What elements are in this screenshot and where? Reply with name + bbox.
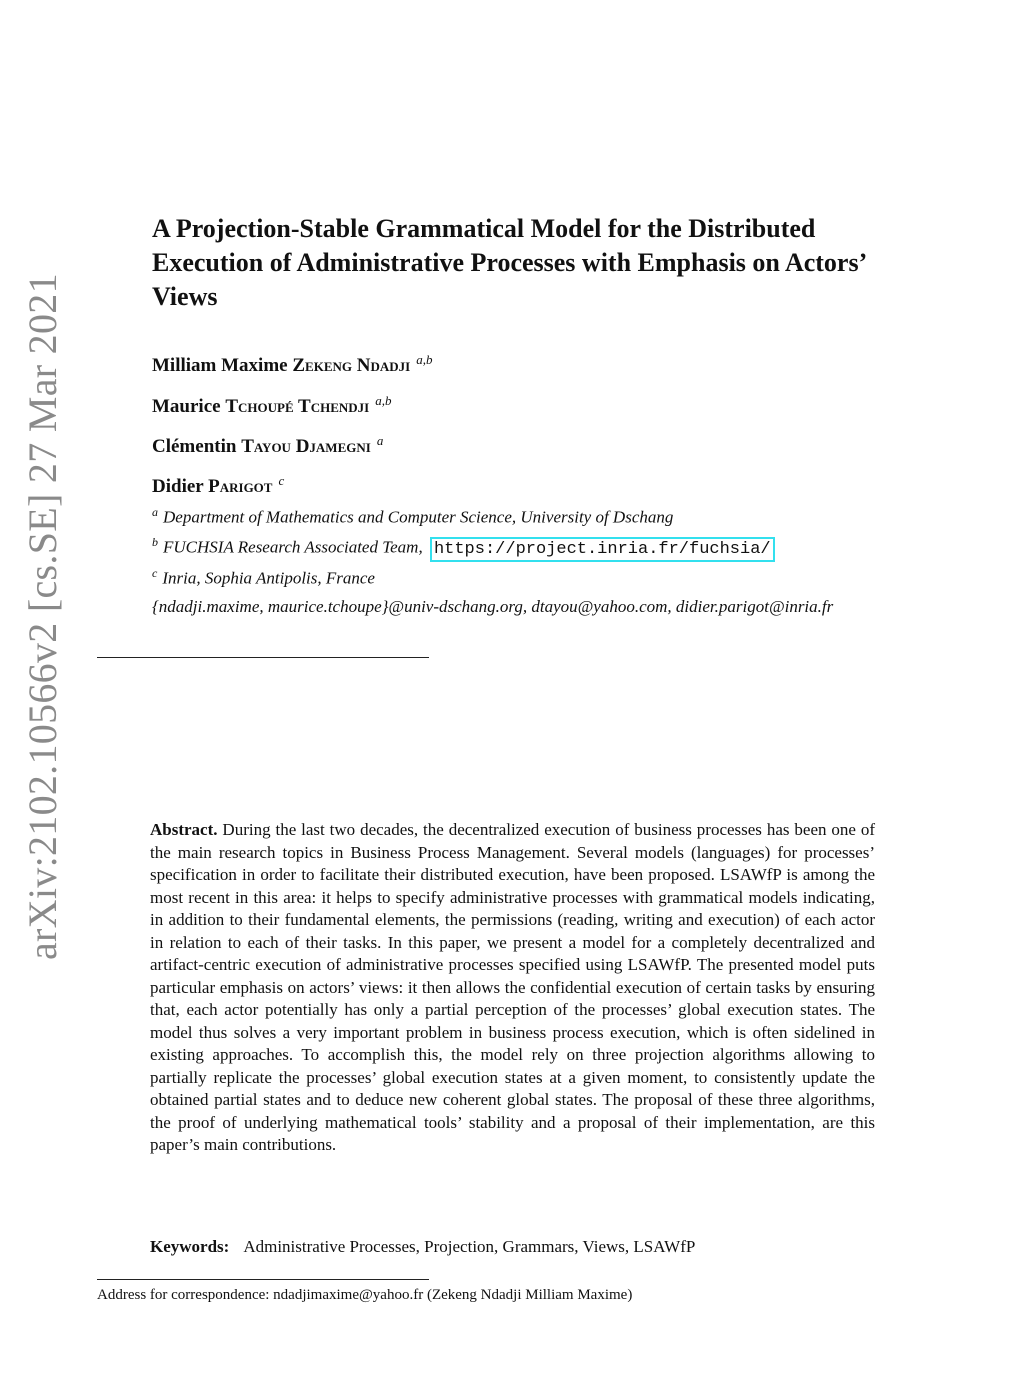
keywords-text: Administrative Processes, Projection, Grammars, Views, LSAWfP	[243, 1237, 696, 1256]
author-first-name: Didier	[152, 476, 209, 497]
keywords	[150, 1237, 695, 1257]
affiliation-mark: a	[152, 505, 158, 519]
author-4	[152, 473, 284, 498]
affiliation-mark: b	[152, 535, 158, 549]
affiliation-text: Department of Mathematics and Computer Science, University of Dschang	[163, 507, 674, 527]
author-last-name: Zekeng Ndadji	[292, 355, 411, 376]
affiliation-c	[152, 566, 375, 589]
arxiv-identifier-stamp: arXiv:2102.10566v2 [cs.SE] 27 Mar 2021	[20, 273, 65, 960]
affiliation-a	[152, 505, 673, 528]
author-affiliation-marks: c	[278, 473, 285, 488]
abstract	[150, 819, 875, 1157]
abstract-label: Abstract.	[150, 820, 218, 839]
footnote-divider	[97, 1279, 429, 1280]
author-first-name: Milliam Maxime	[152, 355, 293, 376]
author-1	[152, 352, 432, 377]
affiliation-b	[152, 535, 775, 559]
keywords-label: Keywords:	[150, 1237, 230, 1256]
author-emails: {ndadji.maxime, maurice.tchoupe}@univ-dschang.org, dtayou@yahoo.com, didier.parigot@inria.fr	[152, 597, 834, 616]
author-affiliation-marks: a,b	[416, 352, 433, 367]
author-first-name: Maurice	[152, 396, 226, 417]
author-affiliation-marks: a,b	[375, 393, 392, 408]
correspondence-footnote: Address for correspondence: ndadjimaxime@yahoo.fr (Zekeng Ndadji Milliam Maxime)	[97, 1287, 633, 1303]
author-last-name: Tchoupé Tchendji	[225, 396, 370, 417]
author-first-name: Clémentin	[152, 436, 242, 457]
author-affiliation-marks: a	[376, 433, 384, 448]
author-3	[152, 433, 383, 458]
author-last-name: Tayou Djamegni	[241, 436, 371, 457]
header-divider	[97, 657, 429, 658]
affiliation-text: FUCHSIA Research Associated Team,	[163, 537, 427, 557]
abstract-text: During the last two decades, the decentralized execution of business processes has been one of the main research topics in Business Process Management. Several models (languages) for processes’ specification in order to facilitate their distributed execution, have been proposed. LSAWfP is among the most recent in this area: it helps to specify administrative processes with grammatical models indicating, in addition to their fundamental elements, the permissions (reading, writing and execution) of each actor in relation to each of their tasks. In this paper, we present a model for a completely decentralized and artifact-centric execution of administrative processes specified using LSAWfP. The presented model puts particular emphasis on actors’ views: it then allows the confidential execution of certain tasks by ensuring that, each actor potentially has only a partial perception of the processes’ global execution states. The model thus solves a very important problem in business process execution, which is often sidelined in existing approaches. To accomplish this, the model rely on three projection algorithms allowing to partially replicate the processes’ global execution states at a given moment, to consistently update the obtained partial states and to deduce new coherent global states. The proposal of these three algorithms, the proof of underlying mathematical tools’ stability and a proposal of their implementation, are this paper’s main contributions.	[150, 820, 875, 1154]
author-last-name: Parigot	[208, 476, 273, 497]
affiliation-mark: c	[152, 566, 158, 580]
author-2	[152, 393, 391, 418]
paper-title: A Projection-Stable Grammatical Model for the Distributed Execution of Administrative Processes with Emphasis on Actors’ Views	[152, 214, 866, 311]
affiliation-text: Inria, Sophia Antipolis, France	[162, 568, 375, 588]
fuchsia-project-link[interactable]: https://project.inria.fr/fuchsia/	[430, 537, 775, 562]
